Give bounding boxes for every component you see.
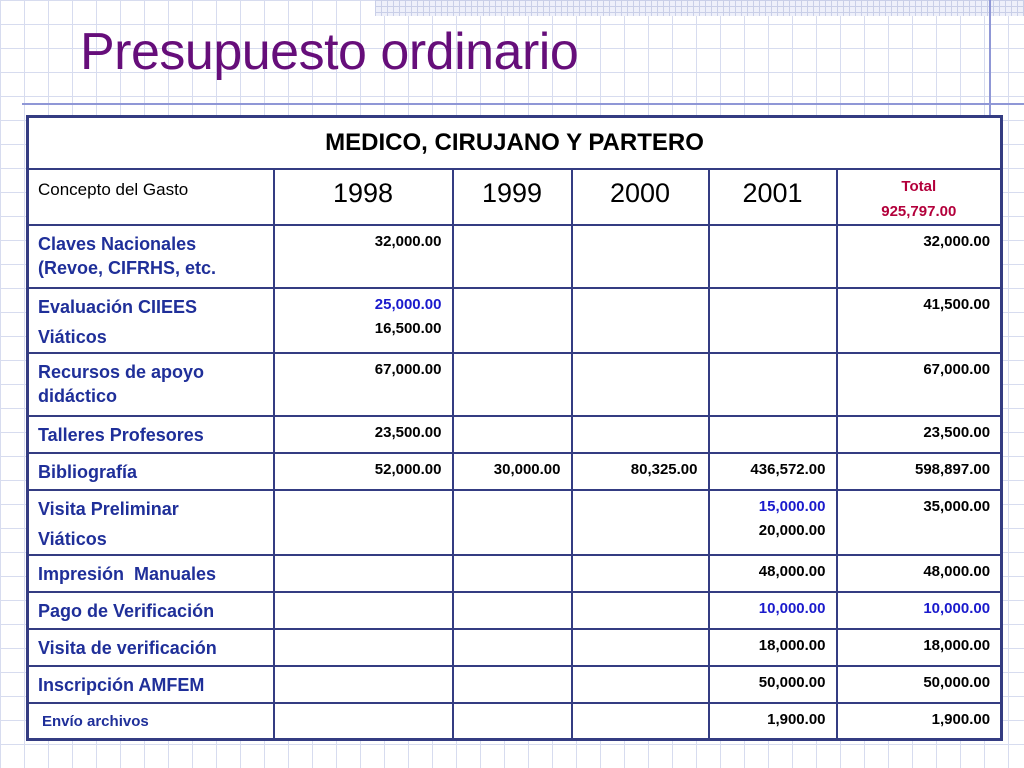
table-row [28,453,1002,490]
value-2000 [572,592,709,629]
concept-cell [28,288,274,353]
value-1999 [453,555,572,592]
value-1999 [453,592,572,629]
concept-column-header: Concepto del Gasto [28,169,274,225]
concept-cell [28,629,274,666]
concept-line: Viáticos [38,326,107,347]
value-2000 [572,225,709,288]
slide-title: Presupuesto ordinario [80,23,579,81]
table-row [28,353,1002,416]
value-1999 [453,629,572,666]
value-highlight: 15,000.00 [758,497,826,515]
table-heading: MEDICO, CIRUJANO Y PARTERO [28,117,1002,169]
value-2001: 48,000.00 [709,555,837,592]
total-label: Total [901,177,937,195]
table-row [28,629,1002,666]
value-secondary: 20,000.00 [758,521,826,539]
year-header-1999: 1999 [453,169,572,225]
value-2000 [572,629,709,666]
value-1999 [453,416,572,453]
table-row [28,416,1002,453]
value-highlight: 25,000.00 [374,295,442,313]
value-1999 [453,703,572,740]
year-header-2000: 2000 [572,169,709,225]
value-1998 [274,703,453,740]
value-1998: 32,000.00 [274,225,453,288]
concept-line: Claves Nacionales [38,233,197,254]
value-total: 48,000.00 [837,555,1002,592]
value-1998 [274,592,453,629]
value-total: 598,897.00 [837,453,1002,490]
concept-line: Envío archivos [42,712,149,730]
value-2000 [572,416,709,453]
value-2001 [709,490,837,555]
table-row [28,490,1002,555]
value-total: 1,900.00 [837,703,1002,740]
table-row [28,703,1002,740]
concept-cell [28,416,274,453]
value-total: 67,000.00 [837,353,1002,416]
value-2001: 50,000.00 [709,666,837,703]
value-total: 50,000.00 [837,666,1002,703]
value-1999 [453,288,572,353]
table-row [28,288,1002,353]
value-total: 18,000.00 [837,629,1002,666]
value-2001: 436,572.00 [709,453,837,490]
value-1999 [453,666,572,703]
value-1998 [274,555,453,592]
value-2000 [572,666,709,703]
value-2001 [709,416,837,453]
table-row [28,592,1002,629]
value-1999: 30,000.00 [453,453,572,490]
value-secondary: 16,500.00 [374,319,442,337]
value-1998: 23,500.00 [274,416,453,453]
value-2001: 18,000.00 [709,629,837,666]
concept-cell [28,592,274,629]
table-row [28,225,1002,288]
top-decorative-band [375,0,1024,16]
concept-line: (Revoe, CIFRHS, etc. [38,257,217,278]
value-total: 35,000.00 [837,490,1002,555]
concept-line: didáctico [38,385,118,406]
value-2001 [709,288,837,353]
value-1998 [274,666,453,703]
concept-cell [28,703,274,740]
value-2000 [572,555,709,592]
table-row [28,555,1002,592]
decorative-horizontal-line [22,103,1024,105]
concept-cell [28,666,274,703]
value-1998 [274,288,453,353]
concept-line: Visita Preliminar [38,498,179,519]
value-1998: 52,000.00 [274,453,453,490]
value-2000 [572,288,709,353]
budget-table [26,115,1003,741]
concept-line: Evaluación CIIEES [38,296,198,317]
value-1998 [274,490,453,555]
total-grand-value: 925,797.00 [881,202,957,220]
concept-line: Visita de verificación [38,637,217,658]
value-total: 41,500.00 [837,288,1002,353]
table-row [28,666,1002,703]
value-1998 [274,629,453,666]
concept-cell [28,353,274,416]
concept-line: Talleres Profesores [38,424,204,445]
value-2001 [709,225,837,288]
value-2001: 10,000.00 [709,592,837,629]
concept-cell [28,490,274,555]
concept-cell [28,555,274,592]
value-1999 [453,353,572,416]
value-2001 [709,353,837,416]
value-total: 10,000.00 [837,592,1002,629]
value-2000: 80,325.00 [572,453,709,490]
value-2001: 1,900.00 [709,703,837,740]
value-total: 23,500.00 [837,416,1002,453]
concept-line: Impresión Manuales [38,563,217,584]
year-header-2001: 2001 [709,169,837,225]
concept-line: Viáticos [38,528,107,549]
value-1998: 67,000.00 [274,353,453,416]
total-column-header [837,169,1002,225]
concept-cell [28,225,274,288]
concept-line: Pago de Verificación [38,600,215,621]
value-2000 [572,353,709,416]
concept-cell [28,453,274,490]
concept-line: Recursos de apoyo [38,361,205,382]
value-2000 [572,703,709,740]
value-1999 [453,225,572,288]
year-header-1998: 1998 [274,169,453,225]
value-total: 32,000.00 [837,225,1002,288]
value-2000 [572,490,709,555]
concept-line: Bibliografía [38,461,138,482]
value-1999 [453,490,572,555]
concept-line: Inscripción AMFEM [38,674,205,695]
